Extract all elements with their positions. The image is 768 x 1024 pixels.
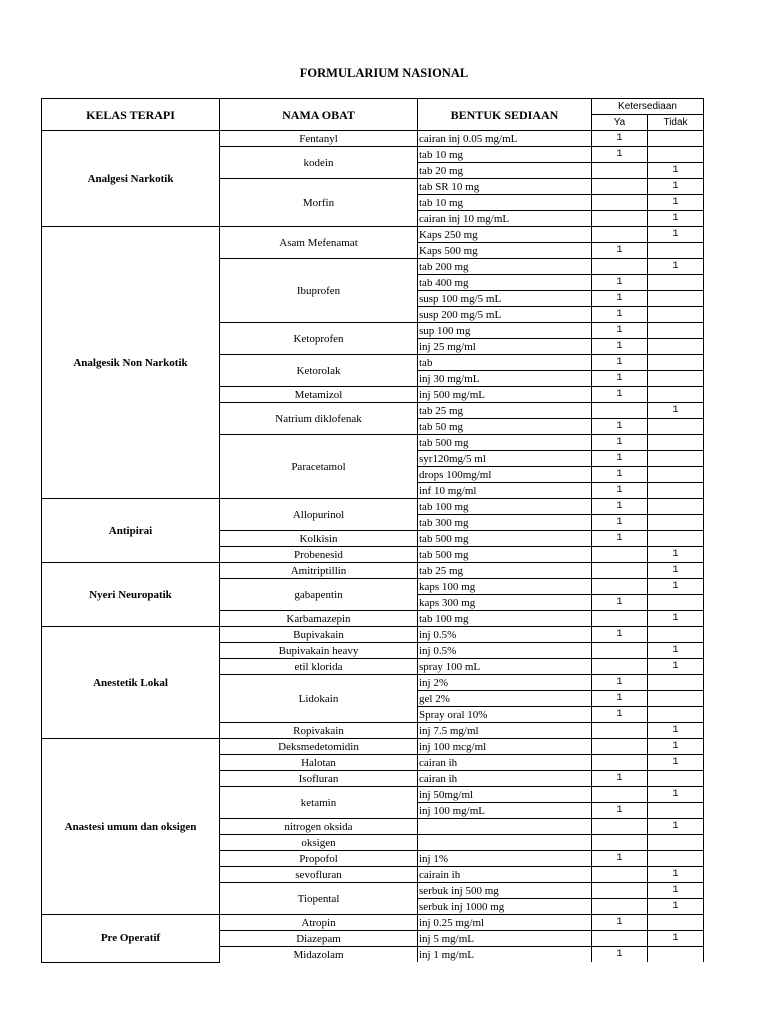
ya-cell xyxy=(592,883,648,899)
tidak-cell xyxy=(648,515,704,531)
bentuk-sediaan-cell: cairan ih xyxy=(418,755,592,771)
tidak-cell xyxy=(648,851,704,867)
header-tidak: Tidak xyxy=(648,115,704,131)
tidak-cell xyxy=(648,691,704,707)
bentuk-sediaan-cell: tab 300 mg xyxy=(418,515,592,531)
tidak-cell: 1 xyxy=(648,883,704,899)
bentuk-sediaan-cell: kaps 300 mg xyxy=(418,595,592,611)
tidak-cell xyxy=(648,803,704,819)
tidak-cell: 1 xyxy=(648,403,704,419)
ya-cell: 1 xyxy=(592,675,648,691)
ya-cell: 1 xyxy=(592,387,648,403)
tidak-cell xyxy=(648,339,704,355)
ya-cell xyxy=(592,835,648,851)
nama-obat-cell: Allopurinol xyxy=(220,499,418,531)
bentuk-sediaan-cell: Kaps 250 mg xyxy=(418,227,592,243)
ya-cell xyxy=(592,755,648,771)
nama-obat-cell: Deksmedetomidin xyxy=(220,739,418,755)
bentuk-sediaan-cell: inj 0.5% xyxy=(418,643,592,659)
ya-cell: 1 xyxy=(592,323,648,339)
bentuk-sediaan-cell: inj 500 mg/mL xyxy=(418,387,592,403)
tidak-cell xyxy=(648,275,704,291)
bentuk-sediaan-cell: inj 50mg/ml xyxy=(418,787,592,803)
tidak-cell: 1 xyxy=(648,259,704,275)
ya-cell xyxy=(592,179,648,195)
bentuk-sediaan-cell: inj 7.5 mg/ml xyxy=(418,723,592,739)
ya-cell: 1 xyxy=(592,467,648,483)
nama-obat-cell: Ketorolak xyxy=(220,355,418,387)
ya-cell xyxy=(592,259,648,275)
bentuk-sediaan-cell: drops 100mg/ml xyxy=(418,467,592,483)
ya-cell xyxy=(592,403,648,419)
ya-cell: 1 xyxy=(592,803,648,819)
bentuk-sediaan-cell: cairan ih xyxy=(418,771,592,787)
bentuk-sediaan-cell: sup 100 mg xyxy=(418,323,592,339)
ya-cell: 1 xyxy=(592,355,648,371)
ya-cell: 1 xyxy=(592,275,648,291)
nama-obat-cell: kodein xyxy=(220,147,418,179)
tidak-cell xyxy=(648,131,704,147)
tidak-cell xyxy=(648,675,704,691)
tidak-cell xyxy=(648,291,704,307)
bentuk-sediaan-cell: syr120mg/5 ml xyxy=(418,451,592,467)
bentuk-sediaan-cell: inj 1 mg/mL xyxy=(418,947,592,963)
nama-obat-cell: Propofol xyxy=(220,851,418,867)
tidak-cell: 1 xyxy=(648,195,704,211)
tidak-cell: 1 xyxy=(648,211,704,227)
bentuk-sediaan-cell: susp 200 mg/5 mL xyxy=(418,307,592,323)
ya-cell xyxy=(592,195,648,211)
ya-cell: 1 xyxy=(592,771,648,787)
nama-obat-cell: Bupivakain heavy xyxy=(220,643,418,659)
ya-cell xyxy=(592,579,648,595)
ya-cell: 1 xyxy=(592,627,648,643)
nama-obat-cell: Midazolam xyxy=(220,947,418,963)
tidak-cell: 1 xyxy=(648,819,704,835)
tidak-cell xyxy=(648,835,704,851)
nama-obat-cell: Tiopental xyxy=(220,883,418,915)
tidak-cell: 1 xyxy=(648,579,704,595)
ya-cell xyxy=(592,563,648,579)
ya-cell: 1 xyxy=(592,435,648,451)
ya-cell: 1 xyxy=(592,499,648,515)
tidak-cell: 1 xyxy=(648,643,704,659)
ya-cell: 1 xyxy=(592,371,648,387)
bentuk-sediaan-cell: tab 100 mg xyxy=(418,499,592,515)
bentuk-sediaan-cell: tab 200 mg xyxy=(418,259,592,275)
formulary-table xyxy=(41,98,704,963)
nama-obat-cell: ketamin xyxy=(220,787,418,819)
nama-obat-cell: Halotan xyxy=(220,755,418,771)
ya-cell: 1 xyxy=(592,691,648,707)
tidak-cell xyxy=(648,307,704,323)
bentuk-sediaan-cell: gel 2% xyxy=(418,691,592,707)
tidak-cell: 1 xyxy=(648,739,704,755)
ya-cell xyxy=(592,723,648,739)
tidak-cell xyxy=(648,419,704,435)
bentuk-sediaan-cell: tab 10 mg xyxy=(418,147,592,163)
tidak-cell xyxy=(648,147,704,163)
ya-cell xyxy=(592,819,648,835)
tidak-cell xyxy=(648,483,704,499)
nama-obat-cell: Isofluran xyxy=(220,771,418,787)
ya-cell: 1 xyxy=(592,451,648,467)
tidak-cell: 1 xyxy=(648,755,704,771)
tidak-cell xyxy=(648,771,704,787)
bentuk-sediaan-cell: spray 100 mL xyxy=(418,659,592,675)
ya-cell: 1 xyxy=(592,851,648,867)
ya-cell: 1 xyxy=(592,339,648,355)
bentuk-sediaan-cell xyxy=(418,835,592,851)
nama-obat-cell: Morfin xyxy=(220,179,418,227)
kelas-terapi-cell: Antipirai xyxy=(42,499,220,563)
nama-obat-cell: Ibuprofen xyxy=(220,259,418,323)
tidak-cell: 1 xyxy=(648,931,704,947)
tidak-cell: 1 xyxy=(648,179,704,195)
ya-cell: 1 xyxy=(592,915,648,931)
kelas-terapi-cell: Anastesi umum dan oksigen xyxy=(42,739,220,915)
header-nama-obat: NAMA OBAT xyxy=(220,99,418,131)
ya-cell xyxy=(592,659,648,675)
ya-cell xyxy=(592,611,648,627)
ya-cell xyxy=(592,227,648,243)
table-row xyxy=(42,915,704,931)
nama-obat-cell: Metamizol xyxy=(220,387,418,403)
header-ketersediaan: Ketersediaan xyxy=(592,99,704,115)
table-body xyxy=(42,131,704,963)
nama-obat-cell: oksigen xyxy=(220,835,418,851)
header-kelas-terapi: KELAS TERAPI xyxy=(42,99,220,131)
bentuk-sediaan-cell: kaps 100 mg xyxy=(418,579,592,595)
nama-obat-cell: sevofluran xyxy=(220,867,418,883)
bentuk-sediaan-cell: inj 2% xyxy=(418,675,592,691)
tidak-cell: 1 xyxy=(648,163,704,179)
bentuk-sediaan-cell: tab 500 mg xyxy=(418,531,592,547)
bentuk-sediaan-cell: tab 10 mg xyxy=(418,195,592,211)
bentuk-sediaan-cell: inj 30 mg/mL xyxy=(418,371,592,387)
ya-cell: 1 xyxy=(592,147,648,163)
tidak-cell xyxy=(648,435,704,451)
ya-cell: 1 xyxy=(592,531,648,547)
nama-obat-cell: Kolkisin xyxy=(220,531,418,547)
header-ya: Ya xyxy=(592,115,648,131)
nama-obat-cell: Asam Mefenamat xyxy=(220,227,418,259)
nama-obat-cell: Diazepam xyxy=(220,931,418,947)
tidak-cell: 1 xyxy=(648,547,704,563)
nama-obat-cell: Bupivakain xyxy=(220,627,418,643)
nama-obat-cell: Karbamazepin xyxy=(220,611,418,627)
tidak-cell xyxy=(648,499,704,515)
tidak-cell: 1 xyxy=(648,563,704,579)
table-row xyxy=(42,563,704,579)
bentuk-sediaan-cell: tab 500 mg xyxy=(418,435,592,451)
kelas-terapi-cell: Nyeri Neuropatik xyxy=(42,563,220,627)
bentuk-sediaan-cell: tab 500 mg xyxy=(418,547,592,563)
ya-cell: 1 xyxy=(592,483,648,499)
tidak-cell xyxy=(648,371,704,387)
table-row xyxy=(42,627,704,643)
tidak-cell: 1 xyxy=(648,659,704,675)
tidak-cell xyxy=(648,323,704,339)
bentuk-sediaan-cell: inj 100 mg/mL xyxy=(418,803,592,819)
nama-obat-cell: Probenesid xyxy=(220,547,418,563)
kelas-terapi-cell: Anestetik Lokal xyxy=(42,627,220,739)
ya-cell: 1 xyxy=(592,131,648,147)
bentuk-sediaan-cell: cairan inj 0.05 mg/mL xyxy=(418,131,592,147)
nama-obat-cell: Ketoprofen xyxy=(220,323,418,355)
tidak-cell xyxy=(648,531,704,547)
bentuk-sediaan-cell: inj 25 mg/ml xyxy=(418,339,592,355)
bentuk-sediaan-cell: cairain ih xyxy=(418,867,592,883)
bentuk-sediaan-cell: inj 0.5% xyxy=(418,627,592,643)
nama-obat-cell: gabapentin xyxy=(220,579,418,611)
table-row xyxy=(42,499,704,515)
bentuk-sediaan-cell: inj 5 mg/mL xyxy=(418,931,592,947)
tidak-cell: 1 xyxy=(648,867,704,883)
ya-cell: 1 xyxy=(592,707,648,723)
tidak-cell xyxy=(648,915,704,931)
bentuk-sediaan-cell: Kaps 500 mg xyxy=(418,243,592,259)
bentuk-sediaan-cell: inj 1% xyxy=(418,851,592,867)
bentuk-sediaan-cell: tab 100 mg xyxy=(418,611,592,627)
bentuk-sediaan-cell: susp 100 mg/5 mL xyxy=(418,291,592,307)
tidak-cell: 1 xyxy=(648,227,704,243)
tidak-cell xyxy=(648,451,704,467)
table-row xyxy=(42,739,704,755)
ya-cell xyxy=(592,163,648,179)
kelas-terapi-cell: Pre Operatif xyxy=(42,915,220,963)
ya-cell: 1 xyxy=(592,515,648,531)
nama-obat-cell: Natrium diklofenak xyxy=(220,403,418,435)
tidak-cell xyxy=(648,467,704,483)
ya-cell: 1 xyxy=(592,419,648,435)
bentuk-sediaan-cell xyxy=(418,819,592,835)
bentuk-sediaan-cell: tab 400 mg xyxy=(418,275,592,291)
nama-obat-cell: Paracetamol xyxy=(220,435,418,499)
ya-cell: 1 xyxy=(592,243,648,259)
nama-obat-cell: Atropin xyxy=(220,915,418,931)
tidak-cell xyxy=(648,243,704,259)
kelas-terapi-cell: Analgesik Non Narkotik xyxy=(42,227,220,499)
bentuk-sediaan-cell: inj 100 mcg/ml xyxy=(418,739,592,755)
tidak-cell xyxy=(648,387,704,403)
ya-cell xyxy=(592,739,648,755)
ya-cell xyxy=(592,931,648,947)
tidak-cell xyxy=(648,627,704,643)
kelas-terapi-cell: Analgesi Narkotik xyxy=(42,131,220,227)
bentuk-sediaan-cell: tab 20 mg xyxy=(418,163,592,179)
nama-obat-cell: Amitriptillin xyxy=(220,563,418,579)
header-bentuk-sediaan: BENTUK SEDIAAN xyxy=(418,99,592,131)
tidak-cell: 1 xyxy=(648,899,704,915)
table-row xyxy=(42,227,704,243)
table-row xyxy=(42,131,704,147)
ya-cell xyxy=(592,211,648,227)
bentuk-sediaan-cell: tab SR 10 mg xyxy=(418,179,592,195)
ya-cell: 1 xyxy=(592,595,648,611)
bentuk-sediaan-cell: serbuk inj 1000 mg xyxy=(418,899,592,915)
bentuk-sediaan-cell: Spray oral 10% xyxy=(418,707,592,723)
bentuk-sediaan-cell: cairan inj 10 mg/mL xyxy=(418,211,592,227)
nama-obat-cell: Fentanyl xyxy=(220,131,418,147)
tidak-cell xyxy=(648,595,704,611)
bentuk-sediaan-cell: serbuk inj 500 mg xyxy=(418,883,592,899)
ya-cell: 1 xyxy=(592,947,648,963)
bentuk-sediaan-cell: tab 50 mg xyxy=(418,419,592,435)
nama-obat-cell: nitrogen oksida xyxy=(220,819,418,835)
tidak-cell: 1 xyxy=(648,611,704,627)
bentuk-sediaan-cell: tab 25 mg xyxy=(418,403,592,419)
nama-obat-cell: Lidokain xyxy=(220,675,418,723)
ya-cell xyxy=(592,867,648,883)
bentuk-sediaan-cell: tab xyxy=(418,355,592,371)
tidak-cell xyxy=(648,707,704,723)
tidak-cell: 1 xyxy=(648,723,704,739)
bentuk-sediaan-cell: tab 25 mg xyxy=(418,563,592,579)
tidak-cell xyxy=(648,355,704,371)
bentuk-sediaan-cell: inf 10 mg/ml xyxy=(418,483,592,499)
document-title: FORMULARIUM NASIONAL xyxy=(299,66,469,80)
ya-cell xyxy=(592,547,648,563)
bentuk-sediaan-cell: inj 0.25 mg/ml xyxy=(418,915,592,931)
nama-obat-cell: Ropivakain xyxy=(220,723,418,739)
ya-cell: 1 xyxy=(592,307,648,323)
ya-cell xyxy=(592,787,648,803)
tidak-cell xyxy=(648,947,704,963)
tidak-cell: 1 xyxy=(648,787,704,803)
nama-obat-cell: etil klorida xyxy=(220,659,418,675)
ya-cell xyxy=(592,643,648,659)
ya-cell: 1 xyxy=(592,291,648,307)
ya-cell xyxy=(592,899,648,915)
